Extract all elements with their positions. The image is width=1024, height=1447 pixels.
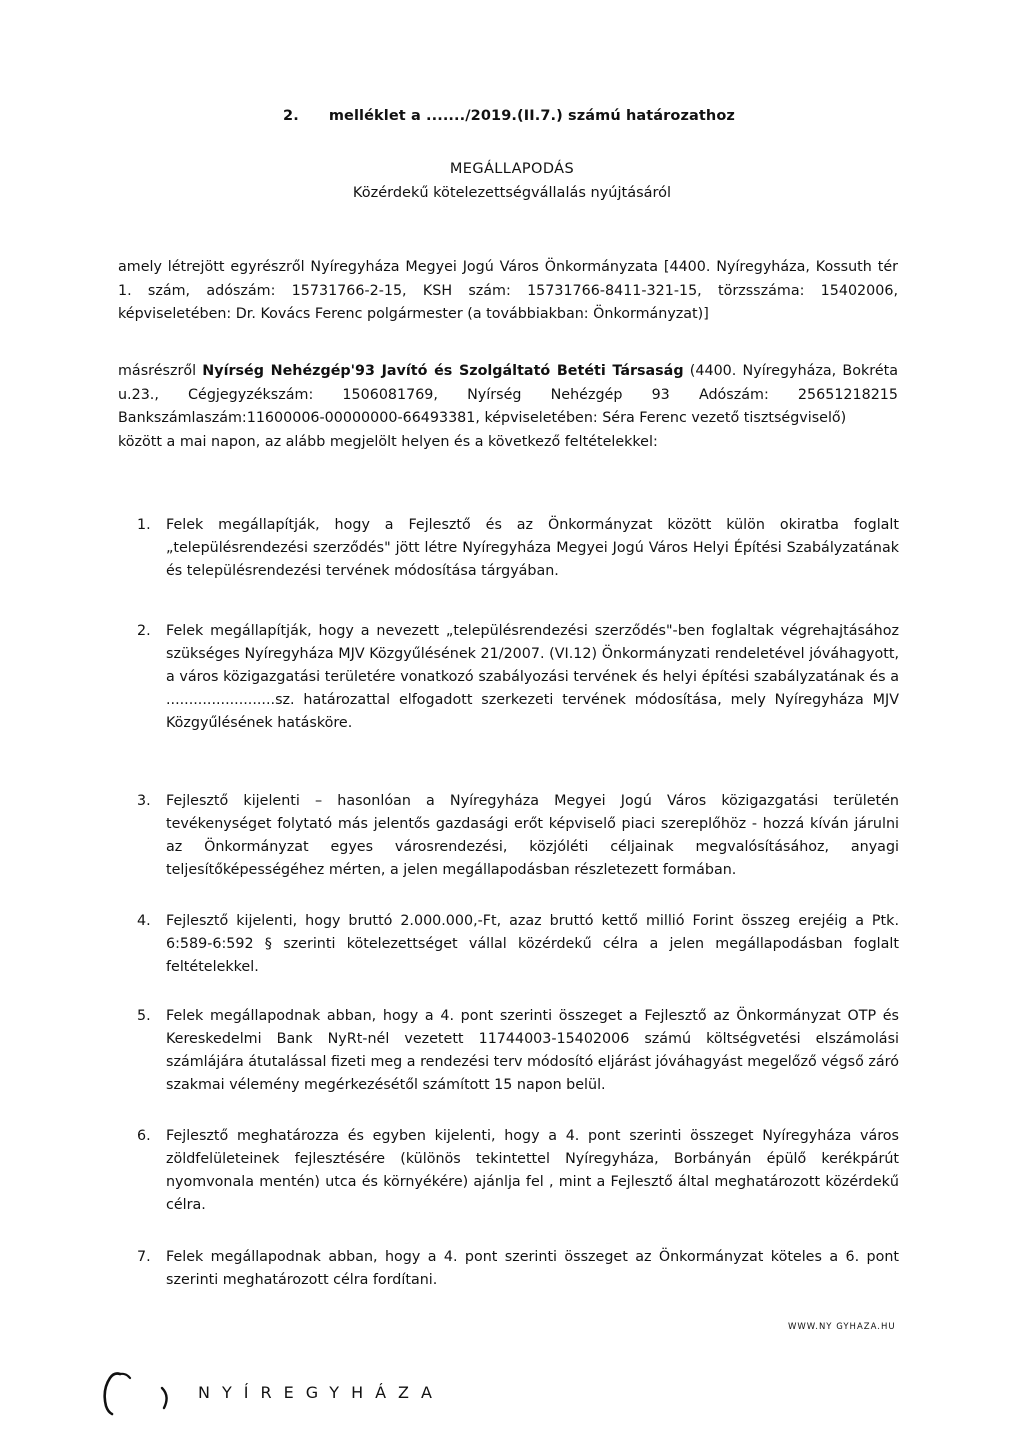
clause-text: Fejlesztő meghatározza és egyben kijelenti, hogy a 4. pont szerinti összeget Nyíregyháza város zöldfelületeinek fejlesztésére (különös tekintettel Nyíregyháza, Borbányán épülő kerékpárút nyomvonala mentén) utca és környékére) ajánlja fel , mint a Fejlesztő által meghatározott közérdekű célra. bbox=[166, 1128, 899, 1213]
clause-number: 2. bbox=[137, 623, 151, 639]
clause-text: Felek megállapítják, hogy a Fejlesztő és az Önkormányzat között külön okiratba foglalt „településrendezési szerződés" jött létre Nyíregyháza Megyei Jogú Város Helyi Építési Szabályzatának és településrendezési tervének módosítása tárgyában. bbox=[166, 517, 899, 579]
document-subtitle: Közérdekű kötelezettségvállalás nyújtásáról bbox=[352, 185, 672, 201]
party-two-lead: másrészről bbox=[118, 363, 203, 379]
clause-6 bbox=[137, 1125, 899, 1217]
clause-number: 6. bbox=[137, 1128, 151, 1144]
clause-7 bbox=[137, 1246, 899, 1292]
clause-text: Felek megállapítják, hogy a nevezett „településrendezési szerződés"-ben foglaltak végrehajtásához szükséges Nyíregyháza MJV Közgyűlésének 21/2007. (VI.12) Önkormányzati rendeletével jóváhagyott, a város közigazgatási területére vonatkozó szabályozási tervének és helyi építési szabályzatának és a ........................sz. határozattal elfogadott szerkezeti tervének módosítása, mely Nyíregyháza MJV Közgyűlésének hatásköre. bbox=[166, 623, 899, 731]
logo-bracket-icon bbox=[96, 1368, 186, 1418]
party-two-details: (4400. Nyíregyháza, Bokréta u.23., Cégjegyzékszám: 1506081769, Nyírség Nehézgép 93 Adószám: 25651218215 Bankszámlaszám:11600006-00000000-66493381, képviseletében: Séra Ferenc vezető tisztségviselő) bbox=[118, 363, 898, 426]
clause-number: 7. bbox=[137, 1249, 151, 1265]
logo-wordmark: NYÍREGYHÁZA bbox=[198, 1383, 444, 1402]
clause-number: 3. bbox=[137, 793, 151, 809]
clause-5 bbox=[137, 1005, 899, 1097]
footer-website: WWW.NY GYHAZA.HU bbox=[788, 1322, 896, 1332]
party-two-paragraph bbox=[118, 360, 898, 454]
clause-number: 1. bbox=[137, 517, 151, 533]
annex-number: 2. bbox=[283, 108, 299, 124]
annex-header bbox=[283, 108, 735, 124]
party-two-name: Nyírség Nehézgép'93 Javító és Szolgáltató Betéti Társaság bbox=[202, 363, 684, 379]
clause-text: Felek megállapodnak abban, hogy a 4. pont szerinti összeget a Fejlesztő az Önkormányzat OTP és Kereskedelmi Bank NyRt-nél vezetett 11744003-15402006 számú költségvetési elszámolási számlájára átutalással fizeti meg a rendezési terv módosító eljárást jóváhagyást megelőző végső záró szakmai vélemény megérkezésétől számított 15 napon belül. bbox=[166, 1008, 899, 1093]
party-one-paragraph: amely létrejött egyrészről Nyíregyháza Megyei Jogú Város Önkormányzata [4400. Nyíregyháza, Kossuth tér 1. szám, adószám: 15731766-2-15, KSH szám: 15731766-8411-321-15, törzsszáma: 15402006, képviseletében: Dr. Kovács Ferenc polgármester (a továbbiakban: Önkormányzat)] bbox=[118, 259, 898, 322]
clause-4 bbox=[137, 910, 899, 979]
document-title: MEGÁLLAPODÁS bbox=[449, 161, 575, 177]
clause-text: Fejlesztő kijelenti – hasonlóan a Nyíregyháza Megyei Jogú Város közigazgatási területén tevékenységet folytató más jelentős gazdasági erőt képviselő piaci szereplőhöz - hozzá kíván járulni az Önkormányzat egyes városrendezési, közjóléti céljainak megvalósításához, anyagi teljesítőképességéhez mérten, a jelen megállapodásban részletezett formában. bbox=[166, 793, 899, 878]
conditions-intro: között a mai napon, az alább megjelölt helyen és a következő feltételekkel: bbox=[118, 433, 658, 450]
clause-text: Felek megállapodnak abban, hogy a 4. pont szerinti összeget az Önkormányzat köteles a 6. pont szerinti meghatározott célra fordítani. bbox=[166, 1249, 899, 1288]
annex-reference: melléklet a ......./2019.(II.7.) számú határozathoz bbox=[328, 108, 735, 124]
clause-text: Fejlesztő kijelenti, hogy bruttó 2.000.000,-Ft, azaz bruttó kettő millió Forint összeg erejéig a Ptk. 6:589-6:592 § szerinti kötelezettséget vállal közérdekű célra a jelen megállapodásban foglalt feltételekkel. bbox=[166, 913, 899, 975]
clause-2 bbox=[137, 620, 899, 735]
clause-number: 5. bbox=[137, 1008, 151, 1024]
clause-1 bbox=[137, 514, 899, 583]
city-logo bbox=[96, 1368, 536, 1418]
clause-number: 4. bbox=[137, 913, 151, 929]
clause-3 bbox=[137, 790, 899, 882]
